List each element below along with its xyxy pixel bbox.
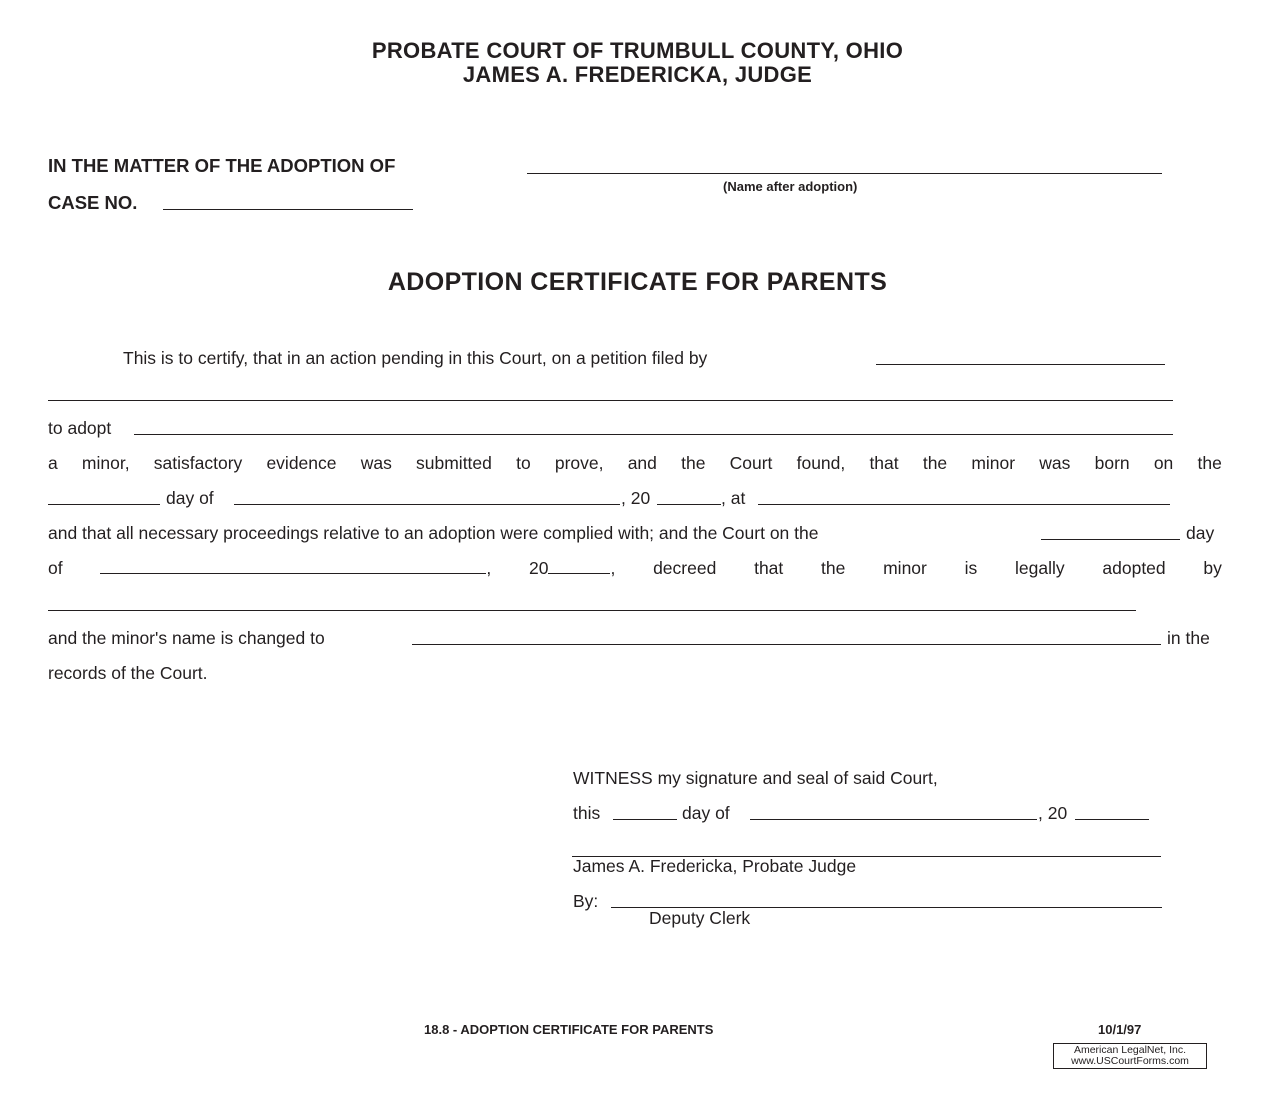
deputy-clerk-label: Deputy Clerk [649, 908, 751, 928]
petitioner-field[interactable] [876, 364, 1165, 365]
publisher-website: www.USCourtForms.com [1071, 1055, 1189, 1067]
decree-word: decreed [653, 558, 717, 578]
this-label: this [573, 803, 601, 823]
witness-month-field[interactable] [750, 819, 1037, 820]
new-name-field[interactable] [412, 644, 1161, 645]
birth-place-label: , at [721, 488, 746, 508]
decree-word: adopted [1102, 558, 1166, 578]
court-name: PROBATE COURT OF TRUMBULL COUNTY, OHIO [371, 38, 904, 63]
to-adopt-label: to adopt [48, 418, 112, 438]
witness-day-field[interactable] [613, 819, 677, 820]
decree-year-prefix: 20 [528, 558, 549, 578]
decree-word: minor [883, 558, 927, 578]
form-date: 10/1/97 [1098, 1022, 1142, 1037]
minor-word: prove, [554, 453, 604, 473]
decree-line: of , 20 , decreed that the minor is legally adopted by [48, 558, 1222, 578]
adoptee-name-field[interactable] [527, 173, 1162, 174]
birth-place-field[interactable] [758, 504, 1170, 505]
minor-evidence-line [48, 453, 1222, 474]
minor-word: born [1094, 453, 1130, 473]
day-label: day [1186, 523, 1215, 543]
decree-word: the [821, 558, 846, 578]
records-text: records of the Court. [48, 663, 208, 683]
decree-month-field[interactable] [100, 572, 486, 574]
judge-signature-label: James A. Fredericka, Probate Judge [573, 856, 857, 876]
minor-word: minor [971, 453, 1016, 473]
witness-text: WITNESS my signature and seal of said Court, [573, 768, 938, 788]
case-number-label: CASE NO. [48, 192, 138, 213]
document-title: ADOPTION CERTIFICATE FOR PARENTS [387, 268, 888, 296]
witness-year-field[interactable] [1075, 819, 1149, 820]
birth-month-field[interactable] [234, 504, 620, 505]
by-label: By: [573, 891, 599, 911]
decree-word: legally [1015, 558, 1065, 578]
decree-year-field[interactable] [548, 572, 610, 574]
decree-word: that [754, 558, 784, 578]
proceedings-text: and that all necessary proceedings relative to an adoption were complied with; and the Court on the [48, 523, 819, 543]
certify-intro-text: This is to certify, that in an action pending in this Court, on a petition filed by [123, 348, 708, 368]
in-the-text: in the [1167, 628, 1210, 648]
publisher-stamp [1053, 1043, 1207, 1069]
minor-word: on [1153, 453, 1174, 473]
adoptive-parents-field[interactable] [48, 610, 1136, 611]
minor-word: minor, [81, 453, 130, 473]
witness-year-prefix: , 20 [1038, 803, 1068, 823]
petitioner-field-continued[interactable] [48, 400, 1173, 401]
minor-word: that [869, 453, 899, 473]
day-of-label: day of [166, 488, 214, 508]
minor-word: the [1197, 453, 1222, 473]
witness-day-of-label: day of [682, 803, 730, 823]
decree-day-field[interactable] [1041, 539, 1180, 540]
minor-word: and [627, 453, 657, 473]
adoptee-field[interactable] [134, 434, 1173, 435]
case-number-field[interactable] [163, 209, 413, 210]
adoption-matter-label: IN THE MATTER OF THE ADOPTION OF [48, 155, 396, 176]
decree-word: by [1203, 558, 1222, 578]
name-changed-text: and the minor's name is changed to [48, 628, 325, 648]
form-id: 18.8 - ADOPTION CERTIFICATE FOR PARENTS [424, 1022, 714, 1037]
minor-word: found, [796, 453, 846, 473]
birth-year-prefix: , 20 [621, 488, 651, 508]
minor-word: Court [729, 453, 773, 473]
judge-name: JAMES A. FREDERICKA, JUDGE [462, 62, 813, 87]
minor-word: satisfactory [153, 453, 243, 473]
minor-word: the [681, 453, 706, 473]
birth-year-field[interactable] [657, 504, 721, 505]
minor-word: submitted [416, 453, 492, 473]
name-after-adoption-hint: (Name after adoption) [723, 179, 858, 194]
minor-word: to [516, 453, 531, 473]
decree-word: is [964, 558, 978, 578]
minor-word: a [48, 453, 58, 473]
birth-day-field[interactable] [48, 504, 160, 505]
minor-word: was [360, 453, 392, 473]
publisher-name: American LegalNet, Inc. [1073, 1044, 1187, 1056]
minor-word: evidence [266, 453, 337, 473]
minor-word: the [922, 453, 948, 473]
minor-word: was [1039, 453, 1071, 473]
of-label: of [48, 558, 63, 578]
